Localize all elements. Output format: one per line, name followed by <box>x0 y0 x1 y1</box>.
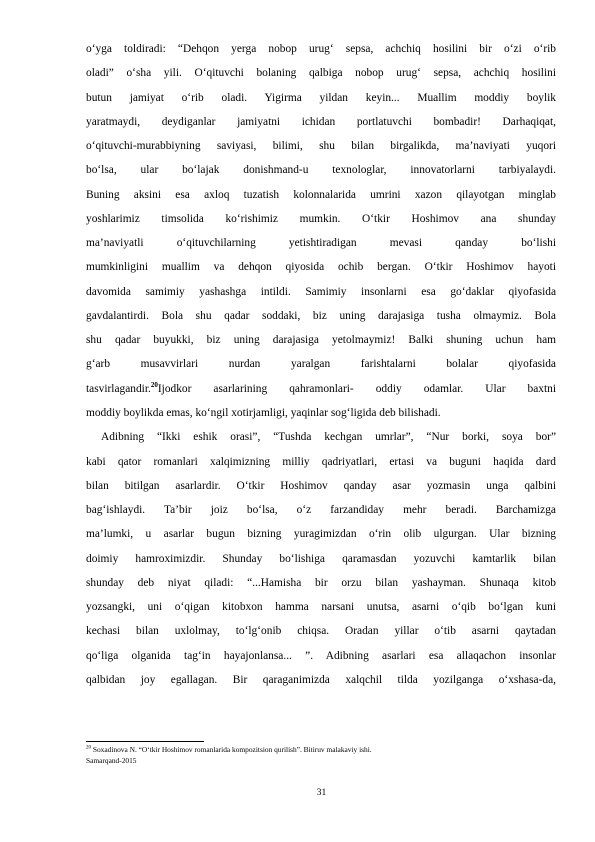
footnote-text: Soxadinova N. “O‘tkir Hoshimov romanlarida kompozitsion qurilish”. Bitiruv malakaviy ishi. <box>92 745 372 754</box>
body-line: butun jamiyat o‘rib oladi. Yigirma yildan keyin... Muallim moddiy boylik <box>86 91 556 104</box>
body-line: yoshlarimiz timsolida ko‘rishimiz mumkin. O‘tkir Hoshimov ana shunday <box>86 212 556 225</box>
body-line: davomida samimiy yashashga intildi. Samimiy insonlarni esa go‘daklar qiyofasida <box>86 285 556 298</box>
body-line: qalbidan joy egallagan. Bir qaraganimizda xalqchil tilda yozilganga o‘xshasa-da, <box>86 673 556 686</box>
body-line: o‘qituvchi-murabbiyning saviyasi, bilimi, shu bilan birgalikda, ma’naviyati yuqori <box>86 140 556 153</box>
body-line: mumkinligini muallim va dehqon qiyosida ochib bergan. O‘tkir Hoshimov hayoti <box>86 261 556 274</box>
body-line: moddiy boylikda emas, ko‘ngil xotirjamligi, yaqinlar sog‘ligida deb bilishadi. <box>86 406 441 419</box>
body-line: bilan bitilgan asarlardir. O‘tkir Hoshimov qanday asar yozmasin unga qalbini <box>86 479 556 492</box>
body-line: ma’naviyatli o‘qituvchilarning yetishtiradigan mevasi qanday bo‘lishi <box>86 237 556 250</box>
footnote-reference[interactable]: 20 <box>150 380 158 389</box>
body-line: yozsangki, uni o‘qigan kitobxon hamma narsani unutsa, asarni o‘qib bo‘lgan kuni <box>86 601 556 614</box>
body-line: shunday deb niyat qiladi: “...Hamisha bir orzu bilan yashayman. Shunaqa kitob <box>86 576 556 589</box>
body-line: ma’lumki, u asarlar bugun bizning yuragimizdan o‘rin olib ulgurgan. Ular bizning <box>86 528 556 541</box>
body-text: Ijodkor asarlarining qahramonlari- oddiy odamlar. Ular baxtni <box>157 382 556 395</box>
body-line: doimiy hamroximizdir. Shunday bo‘lishiga qaramasdan yozuvchi kamtarlik bilan <box>86 552 556 565</box>
footnote <box>86 744 556 766</box>
body-line: gavdalantirdi. Bola shu qadar soddaki, biz uning darajasiga tusha olmaymiz. Bola <box>86 309 556 322</box>
page-number-container <box>0 788 595 798</box>
body-line: o‘yga toldiradi: “Dehqon yerga nobop urug‘ sepsa, achchiq hosilini bir o‘zi o‘rib <box>86 43 556 55</box>
body-line: kabi qator romanlari xalqimizning milliy qadriyatlari, ertasi va buguni haqida dard <box>86 455 556 468</box>
footnote-divider <box>86 741 204 742</box>
body-line: yaratmaydi, deydiganlar jamiyatni ichidan portlatuvchi bombadir! Darhaqiqat, <box>86 115 556 128</box>
footnote-line <box>86 744 556 755</box>
body-line: oladi” o‘sha yili. O‘qituvchi bolaning qalbiga nobop urug‘ sepsa, achchiq hosilini <box>86 67 556 80</box>
body-line-with-footnote <box>86 377 556 401</box>
page-number: 31 <box>316 788 327 798</box>
footnote-number: 20 <box>86 745 91 751</box>
body-line: bo‘lsa, ular bo‘lajak donishmand-u texnologlar, innovatorlarni tarbiyalaydi. <box>86 164 556 177</box>
body-line: bag‘ishlaydi. Ta’bir joiz bo‘lsa, o‘z farzandiday mehr beradi. Barchamizga <box>86 504 556 517</box>
body-line: g‘arb musavvirlari nurdan yaralgan farishtalarni bolalar qiyofasida <box>86 358 556 371</box>
body-line: kechasi bilan uxlolmay, to‘lg‘onib chiqsa. Oradan yillar o‘tib asarni qaytadan <box>86 625 556 638</box>
footnote-line: Samarqand-2015 <box>86 756 137 765</box>
body-line: qo‘liga olganida tag‘in hayajonlansa... ”. Adibning asarlari esa allaqachon insonlar <box>86 649 556 662</box>
body-text: tasvirlagandir. <box>86 382 151 395</box>
body-line: Buning aksini esa axloq tuzatish kolonnalarida umrini xazon qilayotgan minglab <box>86 188 556 201</box>
page-body <box>86 37 556 692</box>
body-line: shu qadar buyukki, biz uning darajasiga yetolmaymiz! Balki shuning uchun ham <box>86 334 556 347</box>
paragraph-first-line: Adibning “Ikki eshik orasi”, “Tushda kechgan umrlar”, “Nur borki, soya bor” <box>101 431 556 444</box>
